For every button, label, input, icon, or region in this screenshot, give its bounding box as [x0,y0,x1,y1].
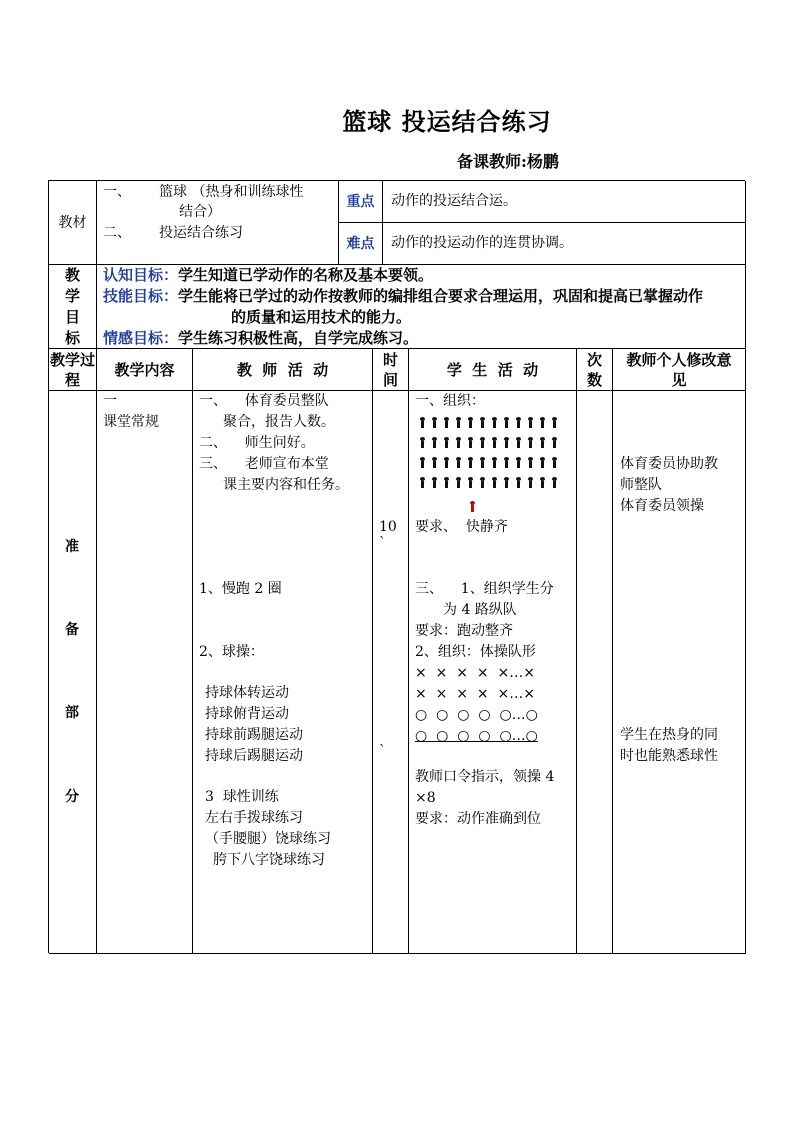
difficulty-text: 动作的投运动作的连贯协调。 [383,223,746,265]
goals-text [97,265,746,349]
material-item1-line1: 篮球 （热身和训练球性 [159,184,304,200]
lesson-plan-table [48,180,745,953]
formation-row-3: ○ ○ ○ ○ ○…○ [415,707,538,723]
material-item2-prefix: 二、 [103,225,131,241]
material-item1-line2: 结合） [179,204,221,220]
material-items [97,181,339,265]
teacher-figure-icon [469,501,476,512]
student-activity-cell: 一、组织： 要求、 快静齐 三、 1、组织学生分 为 4 路纵队 要求：跑动整齐 2、组织：体操队形 × × × × ×…× × × × × ×…× ○ ○ ○ ○ ○…○ ○ ○ ○ ○ ○…○ 教师口令指示，领操 4 ×8 要求：动作准确到位 [409,391,577,954]
goal-emotion-text: 学生练习积极性高，自学完成练习。 [178,329,419,347]
goal-emotion-label: 情感目标： [103,329,179,347]
goal-skill-text-cont: 的质量和运用技术的能力。 [231,308,412,326]
formation-row-2: × × × × ×…× [415,686,535,702]
col-teacher: 教 师 活 动 [193,349,373,391]
material-item1-prefix: 一、 [103,184,131,200]
col-content: 教学内容 [97,349,193,391]
material-item2: 投运结合练习 [159,225,243,241]
col-notes: 教师个人修改意见 [613,349,746,391]
content-cell: 一 课堂常规 [97,391,193,954]
section-label: 准 备 部 分 [49,391,97,954]
goal-skill-label: 技能目标： [103,287,179,305]
goal-skill-text: 学生能将已学过的动作按教师的编排组合要求合理运用，巩固和提高已掌握动作 [178,287,704,305]
key-point-label: 重点 [339,181,383,223]
col-process: 教学过程 [49,349,97,391]
col-count: 次数 [577,349,613,391]
formation-row-4: ○ ○ ○ ○ ○…○ [415,728,538,744]
time-cell: 10 ` ` [373,391,409,954]
page-title: 篮球 投运结合练习 [342,107,552,136]
goal-cognitive-text: 学生知道已学动作的名称及基本要领。 [178,266,434,284]
notes-cell: 体育委员协助教 师整队 体育委员领操 学生在热身的同 时也能熟悉球性 [613,391,746,954]
difficulty-label: 难点 [339,223,383,265]
formation-diagram [419,414,569,518]
col-student: 学 生 活 动 [409,349,577,391]
key-point-text: 动作的投运结合运。 [383,181,746,223]
teacher-activity-cell: 一、 体育委员整队 聚合，报告人数。 二、 师生问好。 三、 老师宣布本堂 课主要内容和任务。 1、慢跑 2 圈 2、球操： 持球体转运动 持球俯背运动 持球前踢腿运动 持球后踢腿运动 3 球性训练 左右手拨球练习 （手腰腿）饶球练习 胯下八字饶球练习 [193,391,373,954]
material-label: 教材 [49,181,97,265]
col-time: 时间 [373,349,409,391]
formation-row-1: × × × × ×…× [415,665,535,681]
goal-cognitive-label: 认知目标： [103,266,179,284]
count-cell [577,391,613,954]
author-line: 备课教师:杨鹏 [457,152,559,171]
goals-label: 教 学 目 标 [49,265,97,349]
